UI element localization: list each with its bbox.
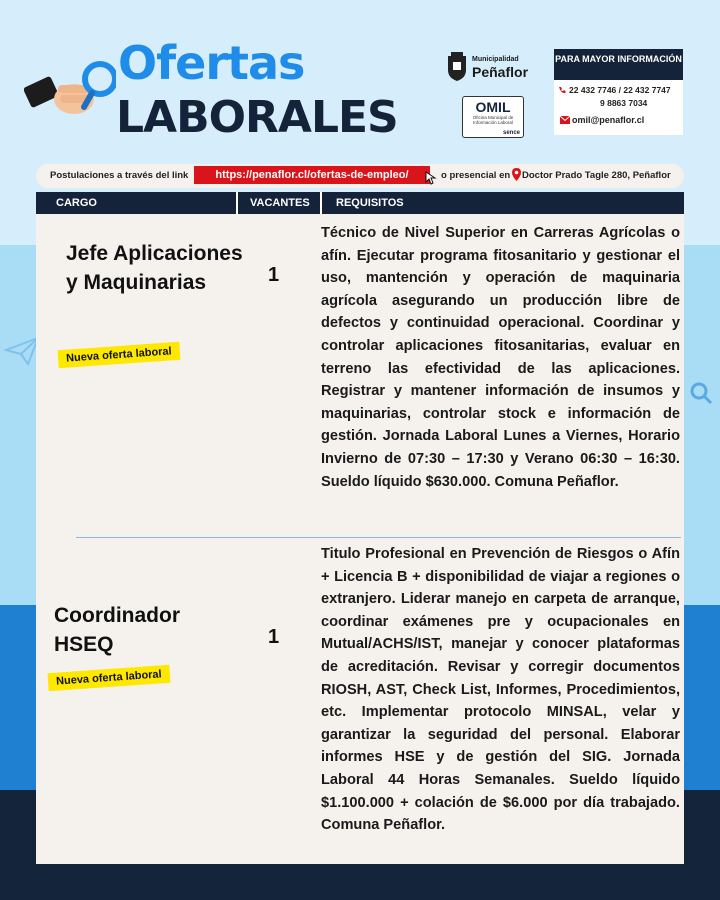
title-ofertas: Ofertas [118,36,305,90]
crest-icon [446,52,468,82]
vacancies-count: 1 [268,264,280,286]
phone-numbers: 22 432 7746 / 22 432 7747 [569,85,671,95]
new-offer-badge: Nueva oferta laboral [48,665,171,691]
column-header-vacantes: VACANTES [250,197,310,209]
omil-title: OMIL [475,99,511,115]
phone-icon [558,86,566,94]
job-offers-url[interactable]: https://penaflor.cl/ofertas-de-empleo/ [194,166,430,184]
new-offer-badge: Nueva oferta laboral [58,342,181,368]
contact-info-box [554,49,683,135]
table-header [36,192,684,214]
column-header-requisitos: REQUISITOS [336,197,404,209]
omil-logo [462,96,524,138]
email-link[interactable]: omil@penaflor.cl [572,115,645,125]
mobile-number: 9 8863 7034 [600,98,648,108]
link-bar-prefix: Postulaciones a través del link [50,170,189,181]
link-bar-middle: o presencial en [441,170,511,181]
column-separator [236,192,238,214]
job-title: Jefe Aplicaciones y Maquinarias [66,242,243,294]
magnifier-deco-icon [688,380,714,406]
contact-heading: PARA MAYOR INFORMACIÓN [554,49,683,80]
hand-magnifier-icon [24,55,116,125]
title-laborales: LABORALES [116,92,398,143]
municipality-name: Peñaflor [472,64,529,80]
vacancies-count: 1 [268,626,280,648]
mail-icon [560,116,570,124]
job-requirements: Técnico de Nivel Superior en Carreras Agrícolas o afín. Ejecutar programa fitosanitario y gestionar el uso, mantención y operación de maquinaria agrícola asegurando un producción libre de defectos y continuidad operacional. Coordinar y controlar aplicaciones fitosanitarias, evaluar en terreno las efectividad de las aplicaciones. Registrar y mantener información de insumos y maquinarias, controlar stock e información de gestión. Jornada Laboral Lunes a Viernes, Horario Invierno de 07:30 – 17:30 y Verano 06:30 – 16:30. Sueldo líquido $630.000. Comuna Peñaflor. [321,225,680,490]
municipality-logo [446,52,546,84]
row-divider [76,537,681,538]
column-separator [320,192,322,214]
job-offers-table [36,214,684,864]
office-address: Doctor Prado Tagle 280, Peñaflor [522,170,671,181]
column-header-cargo: CARGO [56,197,97,209]
job-title: Coordinador HSEQ [54,604,180,656]
paper-plane-icon [4,336,40,366]
omil-subtitle: Oficina Municipal de Información Laboral [472,115,514,126]
sence-logo: sence [502,130,520,136]
cursor-icon [422,170,440,186]
municipality-label: Municipalidad [472,56,519,63]
application-link-bar [36,164,684,188]
location-pin-icon [512,168,521,181]
job-requirements: Titulo Profesional en Prevención de Riesgos o Afín + Licencia B + disponibilidad de viajar a regiones o extranjero. Liderar manejo en carpeta de arranque, coordinar exámenes pre y ocupacionales en Mutual/ACHS/IST, manejar y conocer plataformas de acreditación. Revisar y corregir documentos RIOSH, AST, Check List, Informes, Procedimientos, etc. Implementar protocolo MINSAL, velar y garantizar la seguridad del personal. Elaborar informes HSE y de gestión del SIG. Jornada Laboral 44 Horas Semanales. Sueldo líquido $1.100.000 + colación de $6.000 por día trabajado. Comuna Peñaflor. [321,546,680,834]
